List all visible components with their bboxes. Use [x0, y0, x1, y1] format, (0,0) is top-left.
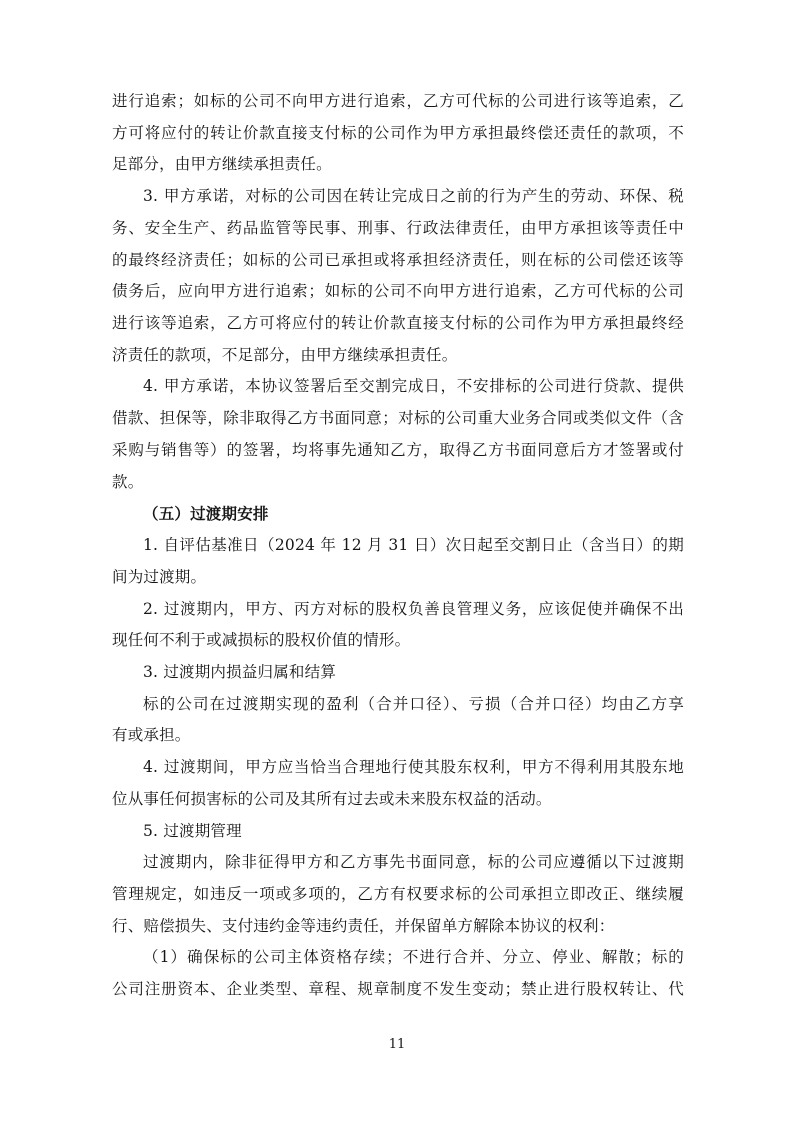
text-line: 债务后，应向甲方进行追索；如标的公司不向甲方进行追索，乙方可代标的公司: [112, 282, 684, 301]
text-line: 足部分，由甲方继续承担责任。: [112, 155, 332, 174]
text-line: 3. 甲方承诺，对标的公司因在转让完成日之前的行为产生的劳动、环保、税: [143, 187, 684, 206]
text-line: 的最终经济责任；如标的公司已承担或将承担经济责任，则在标的公司偿还该等: [112, 250, 684, 269]
text-line: 款。: [112, 472, 144, 491]
text-line: 采购与销售等）的签署，均将事先通知乙方，取得乙方书面同意后方才签署或付: [112, 440, 684, 459]
text-line: 借款、担保等，除非取得乙方书面同意；对标的公司重大业务合同或类似文件（含: [112, 409, 684, 428]
text-line: 位从事任何损害标的公司及其所有过去或未来股东权益的活动。: [112, 789, 552, 808]
text-line: 有或承担。: [112, 726, 191, 745]
text-line: 2. 过渡期内，甲方、丙方对标的股权负善良管理义务，应该促使并确保不出: [143, 599, 684, 618]
text-line: 行、赔偿损失、支付违约金等违约责任，并保留单方解除本协议的权利：: [112, 916, 615, 935]
text-line: 1. 自评估基准日（2024 年 12 月 31 日）次日起至交割日止（含当日）的期: [143, 536, 684, 555]
text-line: 4. 过渡期间，甲方应当恰当合理地行使其股东权利，甲方不得利用其股东地: [143, 758, 684, 777]
text-line: 进行该等追索，乙方可将应付的转让价款直接支付标的公司作为甲方承担最终经: [112, 314, 684, 333]
text-line: （1）确保标的公司主体资格存续；不进行合并、分立、停业、解散；标的: [143, 948, 684, 967]
text-line: 济责任的款项，不足部分，由甲方继续承担责任。: [112, 345, 458, 364]
text-line: 管理规定，如违反一项或多项的，乙方有权要求标的公司承担立即改正、继续履: [112, 884, 684, 903]
text-line: 4. 甲方承诺，本协议签署后至交割完成日，不安排标的公司进行贷款、提供: [143, 377, 684, 396]
text-line: 方可将应付的转让价款直接支付标的公司作为甲方承担最终偿还责任的款项，不: [112, 123, 684, 142]
document-body: [112, 86, 684, 1006]
text-line: 务、安全生产、药品监管等民事、刑事、行政法律责任，由甲方承担该等责任中: [112, 218, 684, 237]
text-line: 过渡期内，除非征得甲方和乙方事先书面同意，标的公司应遵循以下过渡期: [143, 853, 684, 872]
section-heading: （五）过渡期安排: [143, 504, 269, 524]
page-number: 11: [388, 1037, 406, 1052]
text-line: 间为过渡期。: [112, 567, 207, 586]
text-line: 标的公司在过渡期实现的盈利（合并口径）、亏损（合并口径）均由乙方享: [143, 694, 684, 713]
text-line: 公司注册资本、企业类型、章程、规章制度不发生变动；禁止进行股权转让、代: [112, 980, 684, 999]
text-line: 5. 过渡期管理: [143, 821, 242, 840]
text-line: 进行追索；如标的公司不向甲方进行追索，乙方可代标的公司进行该等追索，乙: [112, 92, 684, 110]
text-line: 3. 过渡期内损益归属和结算: [143, 662, 337, 681]
text-line: 现任何不利于或减损标的股权价值的情形。: [112, 631, 411, 650]
